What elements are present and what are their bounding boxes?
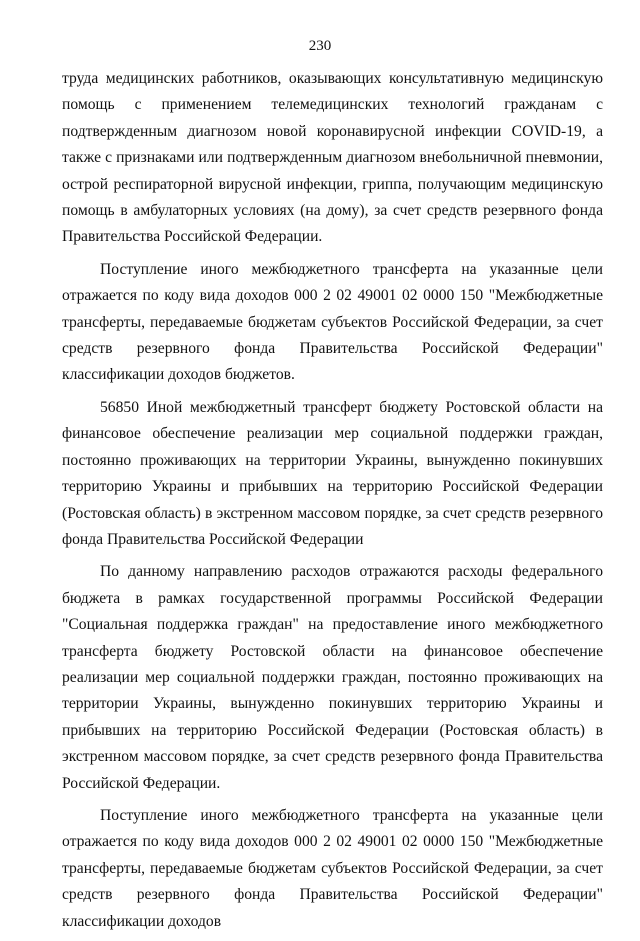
document-body <box>62 66 603 941</box>
paragraph-income-code-2: Поступление иного межбюджетного трансферта на указанные цели отражается по коду вида доходов 000 2 02 49001 02 0000 150 "Межбюджетные трансферты, передаваемые бюджетам субъектов Российской Федерации, за счет средств резервного фонда Правительства Российской Федерации" классификации доходов <box>62 806 603 930</box>
paragraph-expense-description: По данному направлению расходов отражаются расходы федерального бюджета в рамках государственной программы Российской Федерации "Социальная поддержка граждан" на предоставление иного межбюджетного трансферта бюджету Ростовской области на финансовое обеспечение реализации мер социальной поддержки граждан, постоянно проживающих на территории Украины, вынужденно покинувших территорию Украины и прибывших на территорию Российской Федерации (Ростовская область) в экстренном массовом порядке, за счет средств резервного фонда Правительства Российской Федерации. <box>62 563 603 792</box>
paragraph-section-56850: 56850 Иной межбюджетный трансферт бюджету Ростовской области на финансовое обеспечение реализации мер социальной поддержки граждан, постоянно проживающих на территории Украины, вынужденно покинувших территорию Украины и прибывших на территорию Российской Федерации (Ростовская область) в экстренном массовом порядке, за счет средств резервного фонда Правительства Российской Федерации <box>62 398 603 548</box>
page-number: 230 <box>308 38 332 54</box>
paragraph-income-code: Поступление иного межбюджетного трансферта на указанные цели отражается по коду вида доходов 000 2 02 49001 02 0000 150 "Межбюджетные трансферты, передаваемые бюджетам субъектов Российской Федерации, за счет средств резервного фонда Правительства Российской Федерации" классификации доходов бюджетов. <box>62 260 603 384</box>
paragraph-continuation: труда медицинских работников, оказывающих консультативную медицинскую помощь с применением телемедицинских технологий гражданам с подтвержденным диагнозом новой коронавирусной инфекции COVID-19, а также с признаками или подтвержденным диагнозом внебольничной пневмонии, острой респираторной вирусной инфекции, гриппа, получающим медицинскую помощь в амбулаторных условиях (на дому), за счет средств резервного фонда Правительства Российской Федерации. <box>62 70 603 246</box>
